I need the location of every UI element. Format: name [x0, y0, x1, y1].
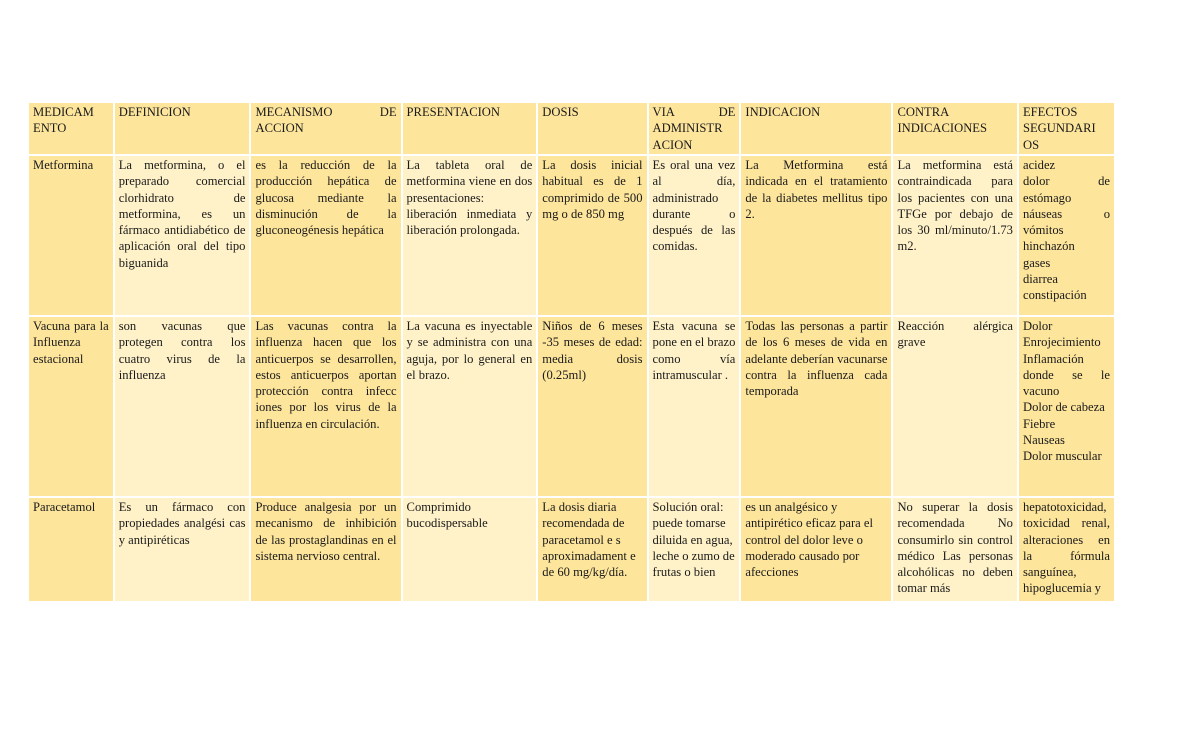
dosis-cell: Niños de 6 meses -35 meses de edad: media dosis (0.25ml) — [538, 317, 646, 496]
efecto-item: Fiebre — [1022, 416, 1056, 431]
efecto-item: Enrojecimiento — [1022, 335, 1101, 350]
efectos-cell — [1019, 317, 1114, 496]
efectos-cell — [1019, 156, 1114, 315]
header-cell-via: VIA DE ADMINISTR ACION — [649, 103, 740, 154]
efecto-item: Dolor — [1022, 319, 1053, 333]
efecto-item: constipación — [1022, 288, 1087, 303]
dosis-cell: La dosis inicial habitual es de 1 comprimido de 500 mg o de 850 mg — [538, 156, 646, 315]
table-row-vacuna-influenza — [29, 317, 1114, 496]
table-row-paracetamol — [29, 498, 1114, 601]
header-cell-definicion: DEFINICION — [115, 103, 250, 154]
efecto-item: Dolor muscular — [1022, 449, 1102, 464]
presentacion-cell: Comprimido bucodispersable — [403, 498, 537, 601]
via-cell: Esta vacuna se pone en el brazo como vía intramuscular . — [649, 317, 740, 496]
efecto-item: acidez — [1022, 158, 1056, 172]
indicacion-cell: La Metformina está indicada en el tratamiento de la diabetes mellitus tipo 2. — [741, 156, 891, 315]
header-cell-indicacion: INDICACION — [741, 103, 891, 154]
efecto-item: gases — [1022, 255, 1051, 270]
contraindicaciones-cell: Reacción alérgica grave — [893, 317, 1017, 496]
header-cell-contraindicaciones: CONTRA INDICACIONES — [893, 103, 1017, 154]
mecanismo-cell: Produce analgesia por un mecanismo de inhibición de las prostaglandinas en el sistema nervioso central. — [251, 498, 400, 601]
header-cell-medicamento: MEDICAM ENTO — [29, 103, 113, 154]
efecto-item: hinchazón — [1022, 239, 1075, 254]
efecto-item: Inflamación donde se le vacuno — [1022, 351, 1114, 399]
drug-comparison-table — [27, 101, 1116, 603]
header-cell-efectos: EFECTOS SEGUNDARI OS — [1019, 103, 1114, 154]
efecto-item: dolor de estómago — [1022, 174, 1114, 205]
table-header-row — [29, 103, 1114, 154]
presentacion-cell: La vacuna es inyectable y se administra con una aguja, por lo general en el brazo. — [403, 317, 537, 496]
header-cell-presentacion: PRESENTACION — [403, 103, 537, 154]
indicacion-cell: Todas las personas a partir de los 6 meses de vida en adelante deberían vacunarse contra la influenza cada temporada — [741, 317, 891, 496]
efecto-item: Dolor de cabeza — [1022, 400, 1105, 415]
drug-name-cell: Paracetamol — [29, 498, 113, 601]
definicion-cell: son vacunas que protegen contra los cuatro virus de la influenza — [115, 317, 250, 496]
table-row-metformina — [29, 156, 1114, 315]
efecto-item: diarrea — [1022, 272, 1058, 287]
mecanismo-cell: Las vacunas contra la influenza hacen que los anticuerpos se desarrollen, estos anticuerpos aportan protección contra infecc iones por los virus de la influenza en circulación. — [251, 317, 400, 496]
contraindicaciones-cell: No superar la dosis recomendada No consumirlo sin control médico Las personas alcohólicas no deben tomar más — [893, 498, 1017, 601]
efecto-item: Nauseas — [1022, 433, 1065, 448]
efecto-item: hepatotoxicidad, toxicidad renal, alteraciones en la fórmula sanguínea, hipoglucemia y — [1022, 500, 1114, 596]
via-cell: Es oral una vez al día, administrado durante o después de las comidas. — [649, 156, 740, 315]
dosis-cell: La dosis diaria recomendada de paracetamol e s aproximadament e de 60 mg/kg/día. — [538, 498, 646, 601]
definicion-cell: Es un fármaco con propiedades analgési cas y antipiréticas — [115, 498, 250, 601]
definicion-cell: La metformina, o el preparado comercial clorhidrato de metformina, es un fármaco antidiabético de aplicación oral del tipo biguanida — [115, 156, 250, 315]
efectos-cell — [1019, 498, 1114, 601]
presentacion-cell: La tableta oral de metformina viene en dos presentaciones: liberación inmediata y liberación prolongada. — [403, 156, 537, 315]
header-cell-dosis: DOSIS — [538, 103, 646, 154]
header-cell-mecanismo: MECANISMO DE ACCION — [251, 103, 400, 154]
efecto-item: náuseas o vómitos — [1022, 206, 1114, 238]
contraindicaciones-cell: La metformina está contraindicada para los pacientes con una TFGe por debajo de los 30 ml/minuto/1.73 m2. — [893, 156, 1017, 315]
drug-name-cell: Metformina — [29, 156, 113, 315]
indicacion-cell: es un analgésico y antipirético eficaz para el control del dolor leve o moderado causado por afecciones — [741, 498, 891, 601]
drug-name-cell: Vacuna para la Influenza estacional — [29, 317, 113, 496]
mecanismo-cell: es la reducción de la producción hepática de glucosa mediante la disminución de la gluconeogénesis hepática — [251, 156, 400, 315]
via-cell: Solución oral: puede tomarse diluida en agua, leche o zumo de frutas o bien — [649, 498, 740, 601]
